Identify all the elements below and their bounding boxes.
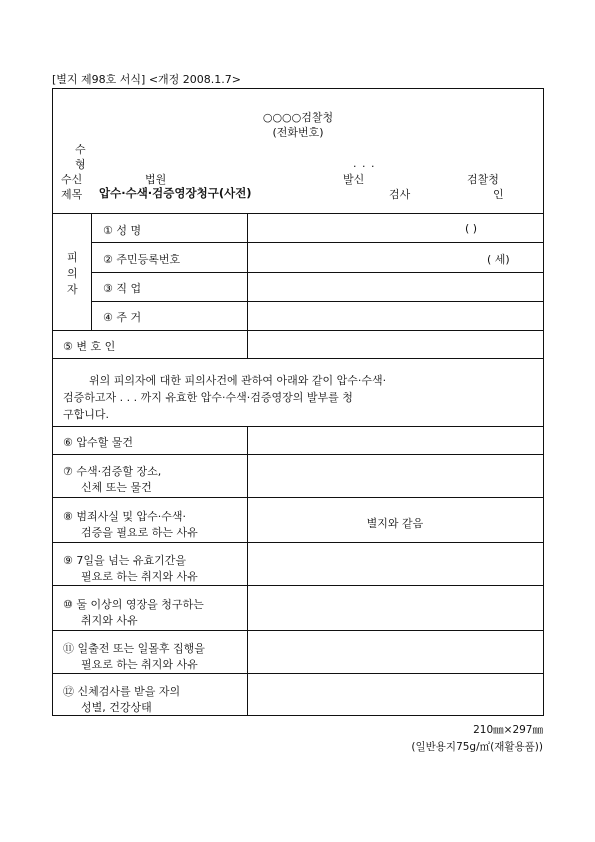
type-label-2: 형 bbox=[75, 158, 86, 171]
paper-type: (일반용지75g/㎡(재활용품)) bbox=[411, 741, 543, 753]
item-11-label-2: 필요로 하는 취지와 사유 bbox=[81, 658, 198, 671]
suspect-address-label: ④ 주 거 bbox=[103, 311, 142, 324]
subject-label: 제목 bbox=[61, 188, 83, 201]
suspect-name-value: ( ) bbox=[465, 222, 478, 235]
item-6-label: ⑥ 압수할 물건 bbox=[63, 436, 133, 449]
item-11-label-1: ⑪ 일출전 또는 일몰후 집행을 bbox=[63, 642, 205, 655]
suspect-group-label-2: 의 bbox=[67, 267, 78, 280]
divider bbox=[53, 454, 543, 455]
suspect-name-label: ① 성 명 bbox=[103, 224, 142, 237]
item-8-label-1: ⑧ 범죄사실 및 압수·수색· bbox=[63, 510, 186, 523]
item-10-label-1: ⑩ 둘 이상의 영장을 청구하는 bbox=[63, 598, 204, 611]
suspect-group-label-3: 자 bbox=[67, 283, 78, 296]
divider bbox=[53, 585, 543, 586]
divider bbox=[53, 497, 543, 498]
column-line bbox=[247, 426, 248, 715]
recipient-court: 법원 bbox=[145, 173, 167, 186]
divider bbox=[53, 426, 543, 427]
seal-label: 인 bbox=[493, 188, 504, 201]
lawyer-label: ⑤ 변 호 인 bbox=[63, 340, 116, 353]
item-12-label-2: 성별, 건강상태 bbox=[81, 701, 152, 714]
divider bbox=[53, 358, 543, 359]
divider bbox=[53, 330, 543, 331]
prosecutor-label: 검사 bbox=[389, 188, 411, 201]
divider bbox=[53, 630, 543, 631]
divider bbox=[91, 242, 543, 243]
request-line-3: 구합니다. bbox=[63, 408, 110, 421]
divider bbox=[91, 272, 543, 273]
item-12-label-1: ⑫ 신체검사를 받을 자의 bbox=[63, 685, 181, 698]
subject-text: 압수·수색·검증영장청구(사전) bbox=[99, 186, 252, 200]
column-line bbox=[91, 213, 92, 330]
item-7-label-2: 신체 또는 물건 bbox=[81, 481, 152, 494]
divider bbox=[53, 673, 543, 674]
paper-size: 210㎜×297㎜ bbox=[473, 724, 543, 736]
suspect-id-label: ② 주민등록번호 bbox=[103, 253, 181, 266]
office-phone: (전화번호) bbox=[272, 126, 324, 139]
item-10-label-2: 취지와 사유 bbox=[81, 614, 138, 627]
recipient-label: 수신 bbox=[61, 173, 83, 186]
item-8-label-2: 검증을 필요로 하는 사유 bbox=[81, 526, 198, 539]
divider bbox=[91, 301, 543, 302]
divider bbox=[53, 542, 543, 543]
date-dots: . . . bbox=[353, 157, 376, 170]
warrant-form-frame bbox=[52, 88, 544, 716]
suspect-group-label-1: 피 bbox=[67, 251, 78, 264]
item-7-label-1: ⑦ 수색·검증할 장소, bbox=[63, 465, 162, 478]
item-8-value: 별지와 같음 bbox=[366, 517, 424, 530]
item-9-label-2: 필요로 하는 취지와 사유 bbox=[81, 570, 198, 583]
office-name: ○○○○검찰청 bbox=[262, 111, 334, 124]
suspect-job-label: ③ 직 업 bbox=[103, 282, 142, 295]
sender-label: 발신 bbox=[343, 173, 365, 186]
column-line bbox=[247, 213, 248, 358]
request-line-2: 검증하고자 . . . 까지 유효한 압수·수색·검증영장의 발부를 청 bbox=[63, 391, 353, 404]
sender-office: 검찰청 bbox=[467, 173, 499, 186]
suspect-age-value: ( 세) bbox=[487, 253, 510, 266]
request-line-1: 위의 피의자에 대한 피의사건에 관하여 아래와 같이 압수·수색· bbox=[89, 374, 387, 387]
divider bbox=[53, 213, 543, 214]
type-label-1: 수 bbox=[75, 143, 86, 156]
form-label: [별지 제98호 서식] <개정 2008.1.7> bbox=[52, 73, 241, 86]
item-9-label-1: ⑨ 7일을 넘는 유효기간을 bbox=[63, 554, 186, 567]
